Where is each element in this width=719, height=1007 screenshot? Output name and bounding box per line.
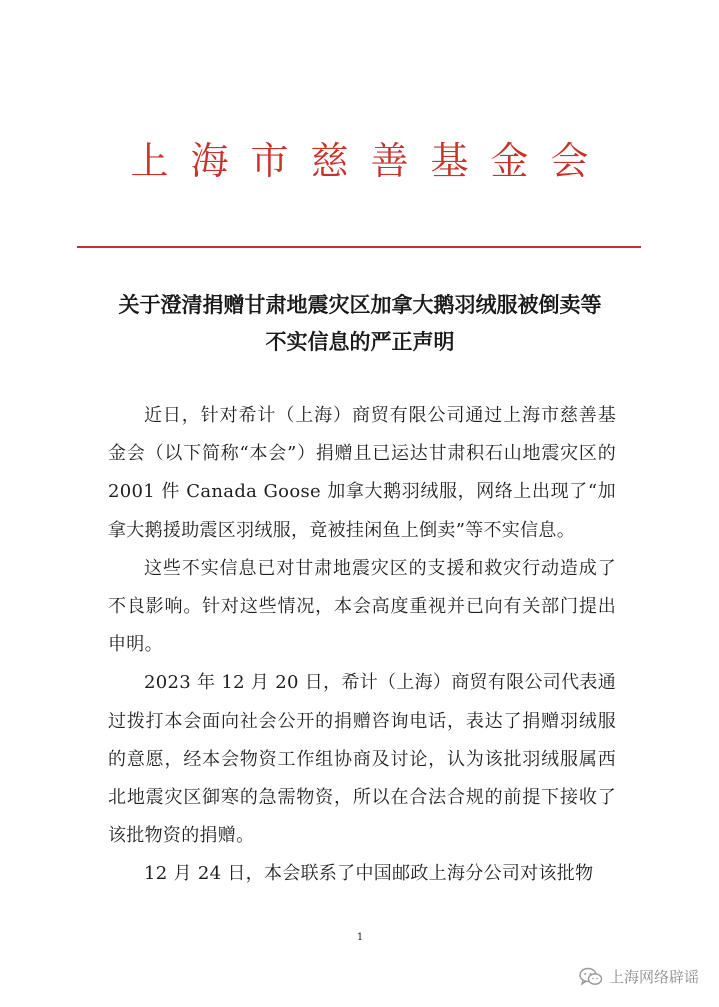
- source-watermark: [579, 966, 699, 987]
- organization-header: 上海市慈善基金会: [130, 139, 611, 183]
- wechat-icon: [579, 967, 603, 987]
- page-number: 1: [356, 932, 364, 943]
- title-line-2: 不实信息的严正声明: [265, 329, 455, 354]
- header-divider: [77, 246, 641, 248]
- watermark-text: 上海网络辟谣: [608, 968, 699, 986]
- paragraph-1: 近日，针对希计（上海）商贸有限公司通过上海市慈善基金会（以下简称“本会”）捐赠且已运达甘肃积石山地震灾区的 2001 件 Canada Goose 加拿大鹅羽绒服，网络上出现了“加拿大鹅援助震区羽绒服，竟被挂闲鱼上倒卖”等不实信息。: [108, 405, 616, 541]
- paragraph-4: 12 月 24 日，本会联系了中国邮政上海分公司对该批物: [144, 863, 594, 885]
- document-body: [108, 397, 616, 894]
- paragraph-2: 这些不实信息已对甘肃地震灾区的支援和救灾行动造成了不良影响。针对这些情况，本会高度重视并已向有关部门提出申明。: [108, 557, 616, 656]
- document-title: [60, 286, 660, 360]
- paragraph-3: 2023 年 12 月 20 日，希计（上海）商贸有限公司代表通过拨打本会面向社会公开的捐赠咨询电话，表达了捐赠羽绒服的意愿，经本会物资工作组协商及讨论，认为该批羽绒服属西北地震灾区御寒的急需物资，所以在合法合规的前提下接收了该批物资的捐赠。: [108, 672, 616, 847]
- title-line-1: 关于澄清捐赠甘肃地震灾区加拿大鹅羽绒服被倒卖等: [118, 292, 602, 317]
